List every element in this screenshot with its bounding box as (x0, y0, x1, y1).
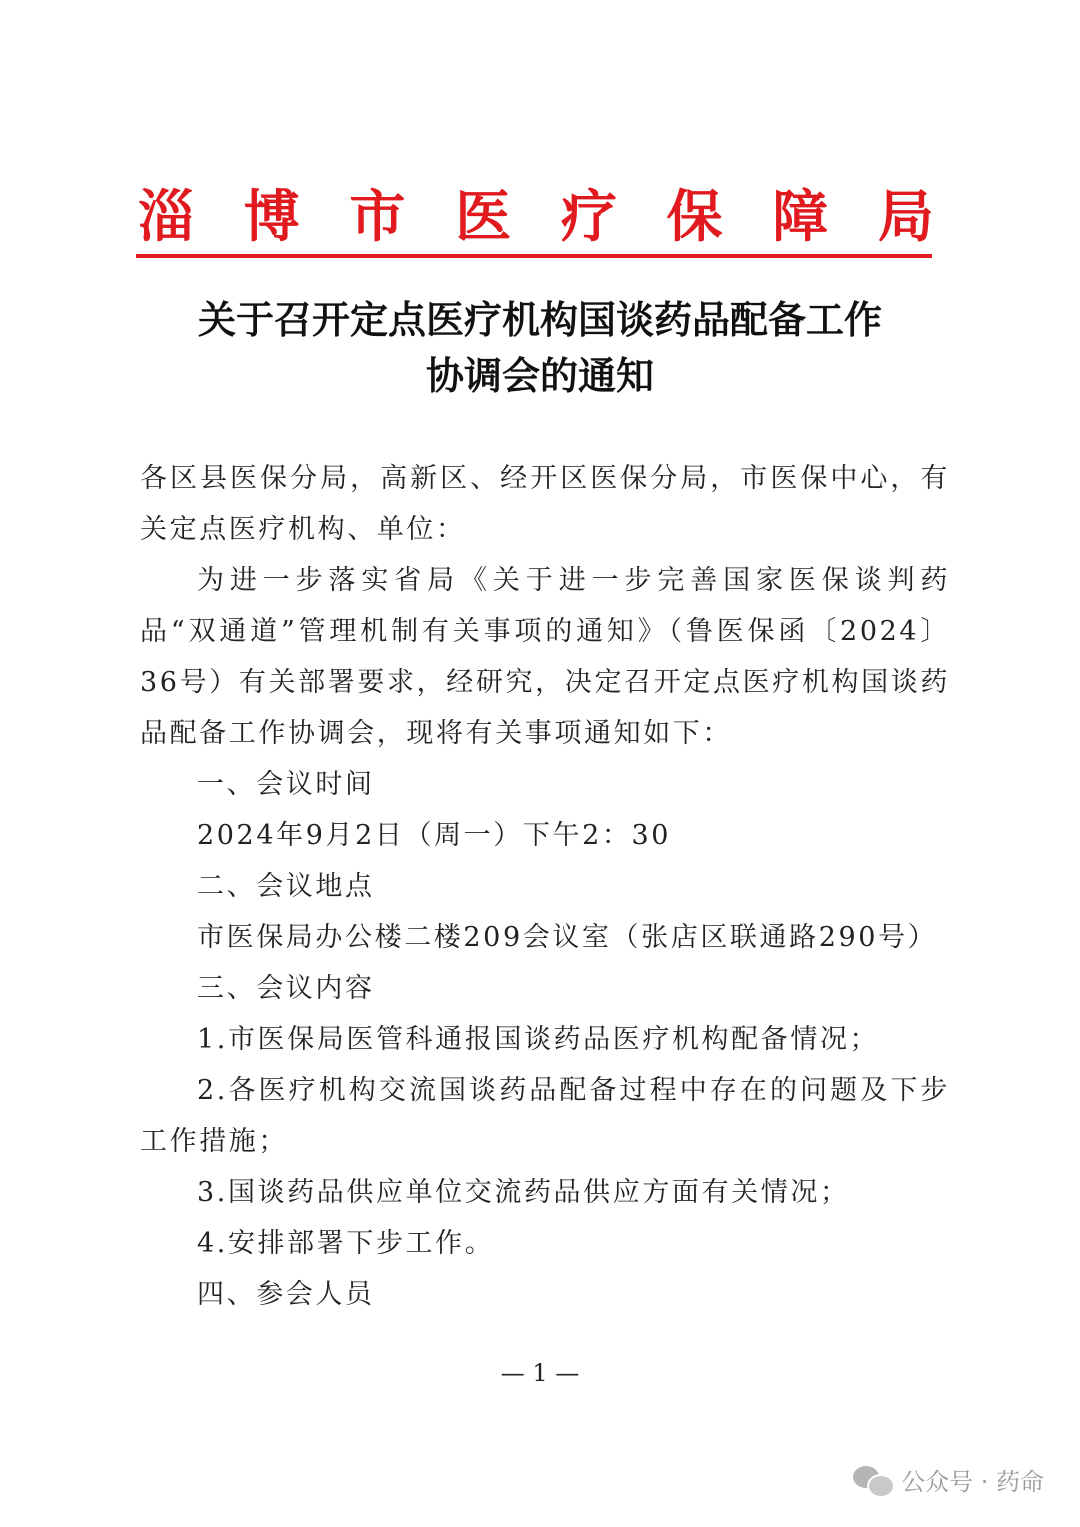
section-heading-content: 三、会议内容 (197, 973, 375, 1004)
wechat-icon (853, 1464, 893, 1496)
watermark (853, 1462, 1044, 1497)
page-number: — 1 — (500, 1359, 580, 1387)
section-heading-location: 二、会议地点 (197, 871, 375, 902)
red-divider-line (136, 254, 932, 258)
document-body (140, 453, 950, 1320)
document-title-line-2: 协调会的通知 (425, 353, 654, 398)
authority-char: 局 (877, 184, 934, 250)
authority-char: 博 (243, 184, 300, 250)
section-heading-time: 一、会议时间 (197, 769, 375, 800)
intro-paragraph: 为进一步落实省局《关于进一步完善国家医保谈判药品“双通道”管理机制有关事项的通知》（鲁医保函〔2024〕36号）有关部署要求，经研究，决定召开定点医疗机构国谈药品配备工作协调会，现将有关事项通知如下： (140, 565, 950, 749)
authority-char: 淄 (138, 184, 194, 250)
issuing-authority-header (138, 180, 934, 254)
authority-char: 障 (772, 184, 829, 250)
meeting-time-text: 2024年9月2日（周一）下午2：30 (197, 820, 672, 851)
content-item: 1.市医保局医管科通报国谈药品医疗机构配备情况； (197, 1024, 880, 1055)
authority-char: 保 (666, 184, 723, 250)
watermark-text: 公众号 · 药命 (901, 1468, 1044, 1496)
content-item: 4.安排部署下步工作。 (197, 1228, 495, 1259)
content-item: 2.各医疗机构交流国谈药品配备过程中存在的问题及下步工作措施； (140, 1075, 950, 1157)
meeting-location-text: 市医保局办公楼二楼209会议室（张店区联通路290号） (197, 922, 938, 953)
content-item: 3.国谈药品供应单位交流药品供应方面有关情况； (197, 1177, 850, 1208)
section-heading-attendees: 四、参会人员 (197, 1279, 375, 1310)
authority-char: 医 (455, 184, 512, 250)
authority-char: 市 (349, 184, 406, 250)
authority-char: 疗 (560, 184, 617, 250)
document-title-line-1: 关于召开定点医疗机构国谈药品配备工作 (197, 297, 882, 342)
addressee-paragraph: 各区县医保分局，高新区、经开区医保分局，市医保中心，有关定点医疗机构、单位： (140, 463, 950, 545)
